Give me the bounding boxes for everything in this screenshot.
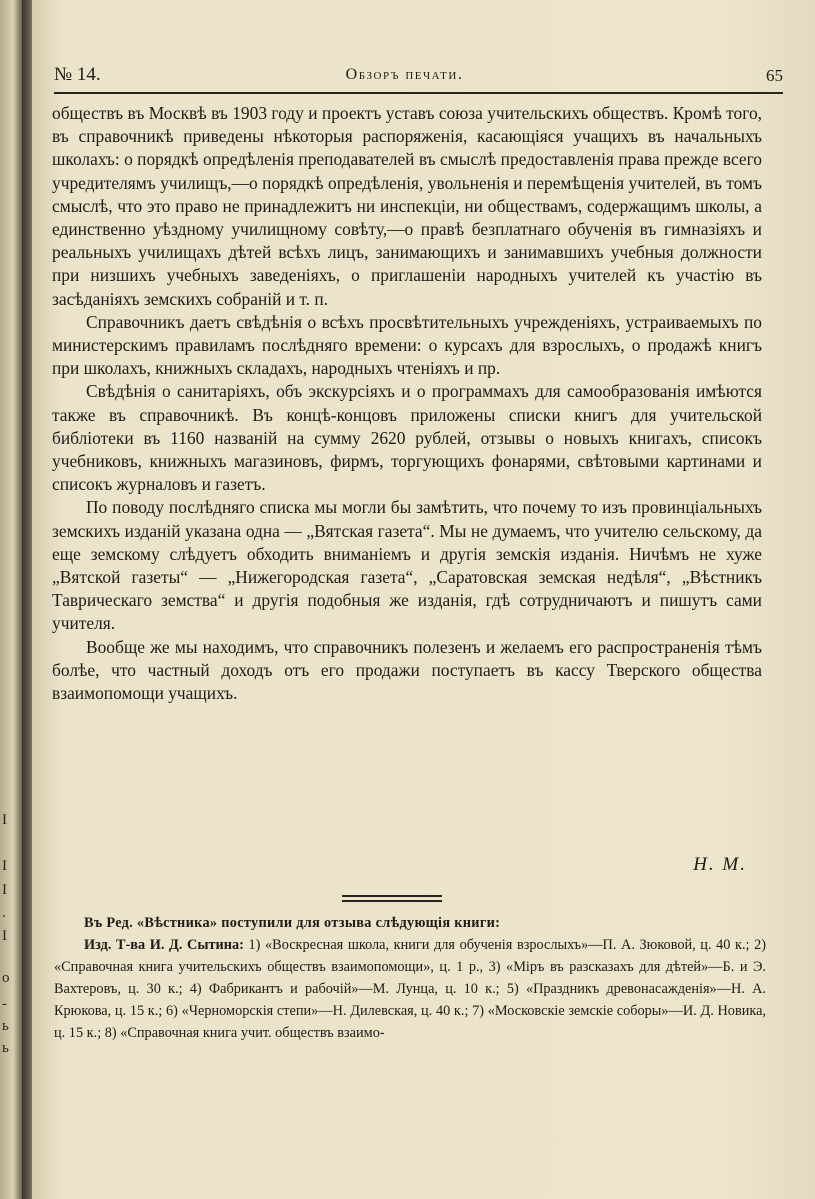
previous-page-edge [0,0,22,1199]
page-fragment: ь [2,1040,9,1056]
notice-body [54,934,766,1044]
page-fragment: I [2,812,7,828]
page-fragment: I [2,882,7,898]
page-fragment: . [2,905,6,921]
page-fragment: I [2,928,7,944]
paragraph: Вообще же мы находимъ, что справочникъ полезенъ и желаемъ его распространенія тѣмъ болѣе, что частный доходъ отъ его продажи поступаетъ въ кассу Тверского общества взаимопомощи учащихъ. [52,636,762,704]
section-divider [342,895,442,905]
author-signature: Н. М. [693,854,747,875]
paragraph: обществъ въ Москвѣ въ 1903 году и проектъ уставъ союза учительскихъ обществъ. Кромѣ того, въ справочникѣ приведены нѣкоторыя распоряженія, касающіяся учащихъ въ начальныхъ школахъ: о порядкѣ опредѣленія преподавателей въ смыслѣ предоставленія права прежде всего учредителямъ училищъ,—о порядкѣ опредѣленія, увольненія и перемѣщенія учителей, въ томъ смыслѣ, что это право не принадлежитъ ни инспекціи, ни обществамъ, содержащимъ школы, а единственно уѣздному училищному совѣту,—о правѣ безплатнаго обученія въ гимназіяхъ и реальныхъ училищахъ дѣтей всѣхъ лицъ, занимающихъ и занимавшихъ учебныя должности при низшихъ учебныхъ заведеніяхъ, о приглашеніи народныхъ учителей къ участію въ засѣданіяхъ земскихъ собраній и т. п. [52,103,762,309]
page-fragment: - [2,996,7,1012]
header-rule [54,92,783,94]
running-header [54,64,783,88]
section-title: Обзоръ печати. [345,66,464,83]
book-list: 1) «Воскресная школа, книги для обученія взрослыхъ»—П. А. Зюковой, ц. 40 к.; 2) «Справочная книга учительскихъ обществъ взаимопомощи», ц. 1 р., 3) «Міръ въ разсказахъ для дѣтей»—Б. и Э. Вахтеровъ, ц. 30 к.; 4) Фабрикантъ и рабочій»—М. Лунца, ц. 10 к.; 5) «Праздникъ древонасажденія»—Н. А. Крюкова, ц. 15 к.; 6) «Черноморскія степи»—Н. Дилевская, ц. 40 к.; 7) «Московскіе земскіе соборы»—И. Д. Новика, ц. 15 к.; 8) «Справочная книга учит. обществъ взаимо- [54,937,766,1041]
article-body [52,102,762,705]
paragraph: По поводу послѣдняго списка мы могли бы замѣтить, что почему то изъ провинціальныхъ земскихъ изданій указана одна — „Вятская газета“. Мы не думаемъ, что учителю сельскому, да еще земскому слѣдуетъ обходить вниманіемъ и другія земскія изданія. Ничѣмъ не хуже „Вятской газеты“ — „Нижегородская газета“, „Саратовская земская недѣля“, „Вѣстникъ Таврическаго земства“ и другія подобныя же изданія, гдѣ сотрудничаютъ и пишутъ сами учителя. [52,497,762,634]
publisher-lead: Изд. Т-ва И. Д. Сытина: [84,937,244,953]
page-fragment: ь [2,1018,9,1034]
issue-number: № 14. [54,64,101,85]
page-fragment: I [2,858,7,874]
books-received-notice [54,912,766,1044]
page-fragment: o [2,970,10,986]
notice-title: Въ Ред. «Вѣстника» поступили для отзыва слѣдующія книги: [84,915,501,931]
paragraph: Свѣдѣнія о санитаріяхъ, объ экскурсіяхъ и о программахъ для самообразованія имѣются также въ справочникѣ. Въ концѣ-концовъ приложены списки книгъ для учительской библіотеки въ 1160 названій на сумму 2620 рублей, отзывы о новыхъ книгахъ, списокъ учебниковъ, книжныхъ магазиновъ, фирмъ, торгующихъ фонарями, свѣтовыми картинами и списокъ журналовъ и газетъ. [52,381,762,495]
book-page [32,0,815,1199]
page-number: 65 [766,66,783,85]
paragraph: Справочникъ даетъ свѣдѣнія о всѣхъ просвѣтительныхъ учрежденіяхъ, устраиваемыхъ по министерскимъ правиламъ послѣдняго времени: о курсахъ для взрослыхъ, о продажѣ книгъ при школахъ, книжныхъ складахъ, народныхъ чтеніяхъ и пр. [52,311,762,379]
